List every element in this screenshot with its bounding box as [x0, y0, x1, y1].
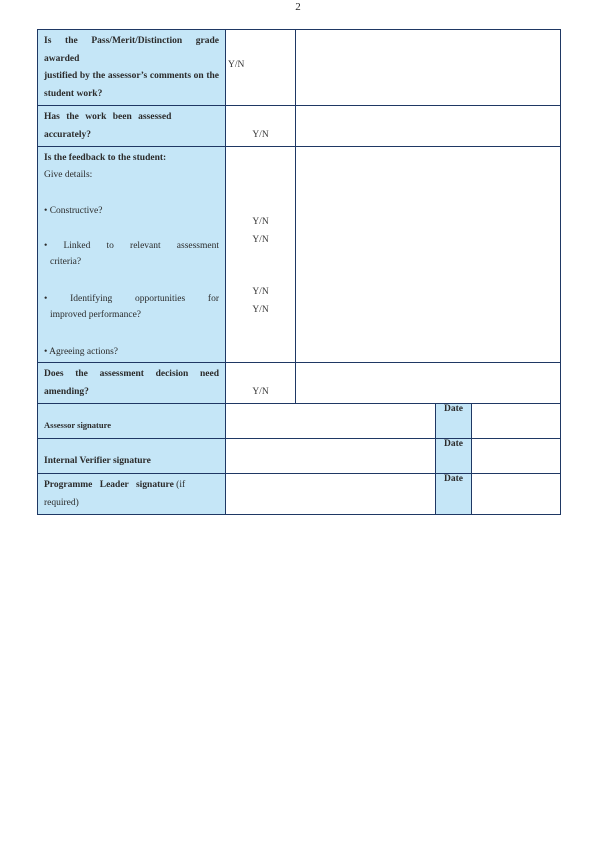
question-decision-amend: Does the assessment decision need amending?	[38, 363, 226, 404]
iv-date-field[interactable]	[472, 439, 561, 474]
assessor-date-field[interactable]	[472, 404, 561, 439]
pl-date-label: Date	[436, 474, 472, 515]
iv-signature-label: Internal Verifier signature	[38, 439, 226, 474]
row-decision-amend	[38, 363, 561, 404]
feedback-item-agreeing: • Agreeing actions?	[44, 346, 119, 357]
feedback-item-constructive: • Constructive?	[44, 206, 103, 216]
feedback-item-identifying: • Identifying opportunities for	[44, 293, 219, 304]
question-feedback: Is the feedback to the student: Give details: • Constructive? • Linked to relevant assessment criteria? • Identifying opportunities for improved performance? • Agreeing actions?	[38, 147, 226, 363]
give-details: Give details:	[44, 169, 93, 180]
answer-yn: Y/N	[252, 387, 269, 397]
answer-yn-identifying: Y/N	[252, 287, 269, 297]
iv-signature-field[interactable]	[226, 439, 436, 474]
question-grade-justified: Is the Pass/Merit/Distinction grade awarded justified by the assessor’s comments on the student work?	[38, 30, 226, 106]
comment-cell-grade-justified[interactable]	[296, 30, 561, 106]
row-grade-justified	[38, 30, 561, 106]
assessor-date-label: Date	[436, 404, 472, 439]
assessor-signature-label: Assessor signature	[38, 404, 226, 439]
row-assessor-signature	[38, 404, 561, 439]
comment-cell-assessed-accurately[interactable]	[296, 106, 561, 147]
comment-cell-decision-amend[interactable]	[296, 363, 561, 404]
answer-yn-agreeing: Y/N	[252, 305, 269, 315]
pl-signature-label: Programme Leader signature (if required)	[38, 474, 226, 515]
answer-cell-decision-amend[interactable]	[226, 363, 296, 404]
answer-yn-constructive: Y/N	[252, 217, 269, 227]
answer-cell-grade-justified[interactable]	[226, 30, 296, 106]
row-assessed-accurately	[38, 106, 561, 147]
question-assessed-accurately: Has the work been assessed accurately?	[38, 106, 226, 147]
verification-form-table	[37, 29, 561, 515]
answer-cell-feedback[interactable]	[226, 147, 296, 363]
answer-yn: Y/N	[252, 130, 269, 140]
row-feedback	[38, 147, 561, 363]
feedback-item-linked: • Linked to relevant assessment	[44, 240, 219, 251]
row-iv-signature	[38, 439, 561, 474]
row-pl-signature	[38, 474, 561, 515]
iv-date-label: Date	[436, 439, 472, 474]
answer-yn: Y/N	[228, 60, 245, 70]
answer-yn-linked: Y/N	[252, 235, 269, 245]
assessor-signature-field[interactable]	[226, 404, 436, 439]
page-number: 2	[295, 1, 301, 13]
pl-signature-field[interactable]	[226, 474, 436, 515]
pl-date-field[interactable]	[472, 474, 561, 515]
comment-cell-feedback[interactable]	[296, 147, 561, 363]
answer-cell-assessed-accurately[interactable]	[226, 106, 296, 147]
feedback-heading: Is the feedback to the student:	[44, 153, 167, 163]
